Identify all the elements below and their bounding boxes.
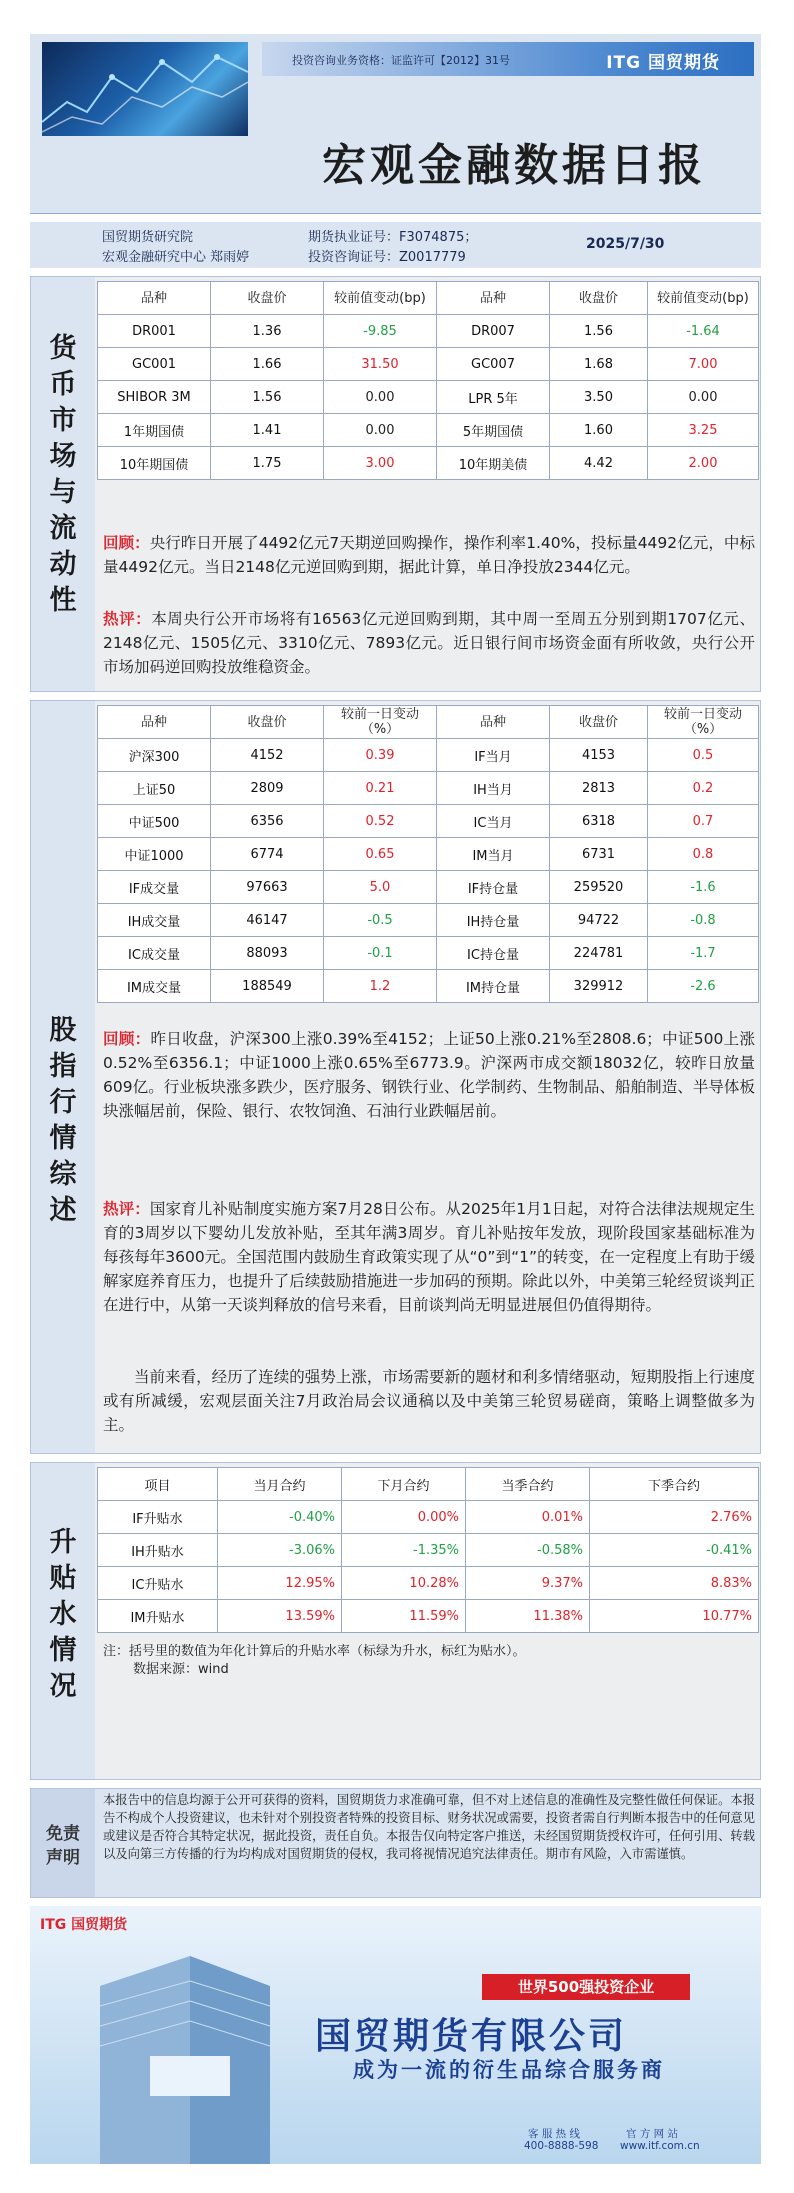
equity-index-table <box>97 705 759 1003</box>
close-value: 4.42 <box>550 447 648 480</box>
dept-author: 宏观金融研究中心 郑雨婷 <box>102 250 250 265</box>
review-label: 回顾： <box>103 534 150 552</box>
basis-item-name: IF升贴水 <box>98 1501 218 1534</box>
next-month-basis: 0.00% <box>342 1501 466 1534</box>
instrument-name: LPR 5年 <box>437 381 550 414</box>
change-value: -0.5 <box>324 904 437 937</box>
report-date: 2025/7/30 <box>586 236 665 252</box>
header-cell: 品种 <box>98 706 211 739</box>
change-value: -2.6 <box>648 970 759 1003</box>
header-cell: 品种 <box>437 282 550 315</box>
money-comment-paragraph <box>103 607 755 679</box>
table-row <box>98 904 759 937</box>
review-text: 昨日收盘，沪深300上涨0.39%至4152；上证50上涨0.21%至2808.6；中证500上涨0.52%至6356.1；中证1000上涨0.65%至6773.9。沪深两市成交额18032亿，较昨日放量609亿。行业板块涨多跌少，医疗服务、钢铁行业、化学制药、生物制品、船舶制造、半导体板块涨幅居前，保险、银行、农牧饲渔、石油行业跌幅居前。 <box>103 1030 755 1120</box>
side-char: 场 <box>49 441 77 472</box>
close-value: 188549 <box>211 970 324 1003</box>
review-label: 回顾： <box>103 1030 151 1048</box>
change-value: 7.00 <box>648 348 759 381</box>
side-char: 流 <box>49 513 77 544</box>
comment-label: 热评： <box>103 1200 150 1218</box>
instrument-name: IC成交量 <box>98 937 211 970</box>
header-cell: 收盘价 <box>211 282 324 315</box>
close-value: 88093 <box>211 937 324 970</box>
equity-side-title <box>31 701 95 1453</box>
next-quarter-basis: 8.83% <box>590 1567 759 1600</box>
footer-logo: ITG 国贸期货 <box>40 1917 128 1933</box>
instrument-name: SHIBOR 3M <box>98 381 211 414</box>
next-quarter-basis: -0.41% <box>590 1534 759 1567</box>
header-cell: 品种 <box>98 282 211 315</box>
close-value: 2813 <box>550 772 648 805</box>
table-row <box>98 1501 759 1534</box>
side-char: 行 <box>49 1087 77 1118</box>
change-value: -1.64 <box>648 315 759 348</box>
chart-decoration-icon <box>42 42 248 136</box>
table-row <box>98 838 759 871</box>
instrument-name: IH持仓量 <box>437 904 550 937</box>
website-label: 官 方 网 站 <box>626 2128 679 2140</box>
table-row <box>98 1600 759 1633</box>
current-month-basis: 13.59% <box>218 1600 342 1633</box>
table-row <box>98 381 759 414</box>
next-month-basis: 10.28% <box>342 1567 466 1600</box>
disclaimer-label-line1: 免责 <box>46 1824 80 1844</box>
money-market-table <box>97 281 759 480</box>
instrument-name: DR007 <box>437 315 550 348</box>
side-char: 况 <box>49 1671 77 1702</box>
instrument-name: 中证1000 <box>98 838 211 871</box>
table-row <box>98 871 759 904</box>
change-value: 3.00 <box>324 447 437 480</box>
basis-table <box>97 1467 759 1633</box>
side-char: 市 <box>49 405 77 436</box>
table-row <box>98 315 759 348</box>
disclaimer-label <box>31 1789 95 1897</box>
change-value: 1.2 <box>324 970 437 1003</box>
current-month-basis: 12.95% <box>218 1567 342 1600</box>
table-row <box>98 937 759 970</box>
close-value: 1.41 <box>211 414 324 447</box>
disclaimer-section <box>30 1788 761 1898</box>
header-cell: 当季合约 <box>466 1468 590 1501</box>
side-char: 币 <box>49 369 77 400</box>
instrument-name: 沪深300 <box>98 739 211 772</box>
instrument-name: IF成交量 <box>98 871 211 904</box>
current-quarter-basis: 9.37% <box>466 1567 590 1600</box>
instrument-name: 中证500 <box>98 805 211 838</box>
close-value: 224781 <box>550 937 648 970</box>
header-cell: 项目 <box>98 1468 218 1501</box>
basis-section <box>30 1462 761 1780</box>
close-value: 94722 <box>550 904 648 937</box>
building-icon <box>70 1946 310 2164</box>
side-char: 与 <box>49 477 77 508</box>
data-source: 数据来源：wind <box>133 1662 229 1677</box>
basis-item-name: IM升贴水 <box>98 1600 218 1633</box>
hotline-label: 客 服 热 线 <box>528 2128 581 2140</box>
review-text: 央行昨日开展了4492亿元7天期逆回购操作，操作利率1.40%，投标量4492亿元，中标量4492亿元。当日2148亿元逆回购到期，据此计算，单日净投放2344亿元。 <box>103 534 755 576</box>
side-char: 情 <box>49 1123 77 1154</box>
author-info-bar <box>30 222 761 268</box>
change-value: 0.00 <box>324 381 437 414</box>
equity-comment-paragraph <box>103 1197 755 1317</box>
website-url: www.itf.com.cn <box>620 2140 700 2152</box>
close-value: 6318 <box>550 805 648 838</box>
equity-review-paragraph <box>103 1027 755 1123</box>
side-char: 股 <box>49 1015 77 1046</box>
company-name: 国贸期货有限公司 <box>315 2016 628 2057</box>
side-char: 贴 <box>49 1563 77 1594</box>
basis-side-title <box>31 1463 95 1779</box>
hotline-number: 400-8888-598 <box>524 2140 599 2152</box>
change-value: -9.85 <box>324 315 437 348</box>
basis-note: 注：括号里的数值为年化计算后的升贴水率（标绿为升水，标红为贴水）。 <box>103 1644 526 1659</box>
next-month-basis: -1.35% <box>342 1534 466 1567</box>
close-value: 6774 <box>211 838 324 871</box>
close-value: 1.56 <box>550 315 648 348</box>
header-cell: 下季合约 <box>590 1468 759 1501</box>
instrument-name: IM成交量 <box>98 970 211 1003</box>
page-title: 宏观金融数据日报 <box>322 140 706 191</box>
money-market-section <box>30 276 761 692</box>
header-cell: 较前值变动(bp) <box>324 282 437 315</box>
table-row <box>98 805 759 838</box>
close-value: 6356 <box>211 805 324 838</box>
side-char: 性 <box>49 585 77 616</box>
change-value: 0.5 <box>648 739 759 772</box>
header-cell: 下月合约 <box>342 1468 466 1501</box>
side-char: 水 <box>49 1599 77 1630</box>
instrument-name: GC001 <box>98 348 211 381</box>
table-row <box>98 970 759 1003</box>
instrument-name: IM当月 <box>437 838 550 871</box>
header-cell: 品种 <box>437 706 550 739</box>
instrument-name: IH当月 <box>437 772 550 805</box>
side-char: 述 <box>49 1195 77 1226</box>
change-value: 3.25 <box>648 414 759 447</box>
current-quarter-basis: 11.38% <box>466 1600 590 1633</box>
instrument-name: 上证50 <box>98 772 211 805</box>
close-value: 1.56 <box>211 381 324 414</box>
instrument-name: 10年期美债 <box>437 447 550 480</box>
instrument-name: 10年期国债 <box>98 447 211 480</box>
instrument-name: 5年期国债 <box>437 414 550 447</box>
header-cell: 较前一日变动（%） <box>324 706 437 739</box>
equity-outlook-paragraph: 当前来看，经历了连续的强势上涨，市场需要新的题材和利多情绪驱动，短期股指上行速度或有所减缓，宏观层面关注7月政治局会议通稿以及中美第三轮贸易磋商，策略上调整做多为主。 <box>103 1368 755 1434</box>
side-char: 情 <box>49 1635 77 1666</box>
money-review-paragraph <box>103 531 755 579</box>
comment-text: 本周央行公开市场将有16563亿元逆回购到期，其中周一至周五分别到期1707亿元、2148亿元、1505亿元、3310亿元、7893亿元。近日银行间市场资金面有所收敛，央行公开市场加码逆回购投放维稳资金。 <box>103 610 755 676</box>
org-name: 国贸期货研究院 <box>102 230 194 245</box>
change-value: -1.6 <box>648 871 759 904</box>
side-char: 动 <box>49 549 77 580</box>
qualification-cert: 期货执业证号：F3074875； <box>308 230 478 245</box>
header-strip <box>262 42 754 76</box>
company-footer <box>30 1906 761 2164</box>
header-cell: 收盘价 <box>211 706 324 739</box>
change-value: 0.52 <box>324 805 437 838</box>
header-cell: 较前值变动(bp) <box>648 282 759 315</box>
close-value: 1.60 <box>550 414 648 447</box>
current-month-basis: -3.06% <box>218 1534 342 1567</box>
header-cell: 收盘价 <box>550 706 648 739</box>
table-row <box>98 447 759 480</box>
change-value: -0.1 <box>324 937 437 970</box>
instrument-name: GC007 <box>437 348 550 381</box>
table-row <box>98 414 759 447</box>
close-value: 1.36 <box>211 315 324 348</box>
company-slogan: 成为一流的衍生品综合服务商 <box>353 2058 665 2082</box>
header-cell: 较前一日变动（%） <box>648 706 759 739</box>
side-char: 升 <box>49 1527 77 1558</box>
table-row <box>98 739 759 772</box>
comment-label: 热评： <box>103 610 152 628</box>
close-value: 97663 <box>211 871 324 904</box>
change-value: -1.7 <box>648 937 759 970</box>
change-value: 0.7 <box>648 805 759 838</box>
header-cell: 当月合约 <box>218 1468 342 1501</box>
next-quarter-basis: 2.76% <box>590 1501 759 1534</box>
close-value: 46147 <box>211 904 324 937</box>
close-value: 6731 <box>550 838 648 871</box>
disclaimer-text: 本报告中的信息均源于公开可获得的资料，国贸期货力求准确可靠，但不对上述信息的准确性及完整性做任何保证。本报告不构成个人投资建议，也未针对个别投资者特殊的投资目标、财务状况或需要，投资者需自行判断本报告中的任何意见或建议是否符合其特定状况，据此投资，责任自负。本报告仅向特定客户推送，未经国贸期货授权许可，任何引用、转载以及向第三方传播的行为均构成对国贸期货的侵权，我司将视情况追究法律责任。期市有风险，入市需谨慎。 <box>103 1793 755 1861</box>
table-header-row <box>98 1468 759 1501</box>
instrument-name: IF持仓量 <box>437 871 550 904</box>
instrument-name: DR001 <box>98 315 211 348</box>
side-char: 综 <box>49 1159 77 1190</box>
close-value: 2809 <box>211 772 324 805</box>
table-header-row <box>98 706 759 739</box>
change-value: 0.21 <box>324 772 437 805</box>
basis-item-name: IC升贴水 <box>98 1567 218 1600</box>
instrument-name: IC持仓量 <box>437 937 550 970</box>
change-value: 0.00 <box>648 381 759 414</box>
close-value: 329912 <box>550 970 648 1003</box>
brand-logo: ITG 国贸期货 <box>606 53 720 73</box>
change-value: 2.00 <box>648 447 759 480</box>
current-quarter-basis: -0.58% <box>466 1534 590 1567</box>
current-quarter-basis: 0.01% <box>466 1501 590 1534</box>
change-value: 0.00 <box>324 414 437 447</box>
change-value: 0.39 <box>324 739 437 772</box>
money-market-side-title <box>31 277 95 691</box>
disclaimer-label-line2: 声明 <box>46 1848 80 1868</box>
change-value: 0.2 <box>648 772 759 805</box>
table-row <box>98 772 759 805</box>
change-value: 31.50 <box>324 348 437 381</box>
change-value: 0.8 <box>648 838 759 871</box>
report-page <box>30 34 761 2164</box>
current-month-basis: -0.40% <box>218 1501 342 1534</box>
comment-text: 国家育儿补贴制度实施方案7月28日公布。从2025年1月1日起，对符合法律法规规定生育的3周岁以下婴幼儿发放补贴，至其年满3周岁。育儿补贴按年发放，现阶段国家基础标准为每孩每年3600元。全国范围内鼓励生育政策实现了从“0”到“1”的转变，在一定程度上有助于缓解家庭养育压力，也提升了后续鼓励措施进一步加码的预期。除此以外，中美第三轮经贸谈判正在进行中，从第一天谈判释放的信号来看，目前谈判尚无明显进展但仍值得期待。 <box>103 1200 755 1314</box>
close-value: 4152 <box>211 739 324 772</box>
consult-cert: 投资咨询证号：Z0017779 <box>308 250 466 265</box>
equity-index-section <box>30 700 761 1454</box>
header-cell: 收盘价 <box>550 282 648 315</box>
instrument-name: IM持仓量 <box>437 970 550 1003</box>
close-value: 259520 <box>550 871 648 904</box>
side-char: 指 <box>49 1051 77 1082</box>
change-value: 0.65 <box>324 838 437 871</box>
instrument-name: 1年期国债 <box>98 414 211 447</box>
close-value: 3.50 <box>550 381 648 414</box>
basis-item-name: IH升贴水 <box>98 1534 218 1567</box>
table-row <box>98 1567 759 1600</box>
instrument-name: IH成交量 <box>98 904 211 937</box>
change-value: -0.8 <box>648 904 759 937</box>
table-header-row <box>98 282 759 315</box>
next-month-basis: 11.59% <box>342 1600 466 1633</box>
fortune500-badge: 世界500强投资企业 <box>482 1974 690 2000</box>
side-char: 货 <box>49 333 77 364</box>
instrument-name: IF当月 <box>437 739 550 772</box>
close-value: 1.75 <box>211 447 324 480</box>
next-quarter-basis: 10.77% <box>590 1600 759 1633</box>
header-market-graphic <box>42 42 248 136</box>
report-header <box>30 34 761 214</box>
close-value: 4153 <box>550 739 648 772</box>
close-value: 1.66 <box>211 348 324 381</box>
table-row <box>98 348 759 381</box>
table-row <box>98 1534 759 1567</box>
close-value: 1.68 <box>550 348 648 381</box>
instrument-name: IC当月 <box>437 805 550 838</box>
license-text: 投资咨询业务资格：证监许可【2012】31号 <box>292 54 510 67</box>
change-value: 5.0 <box>324 871 437 904</box>
